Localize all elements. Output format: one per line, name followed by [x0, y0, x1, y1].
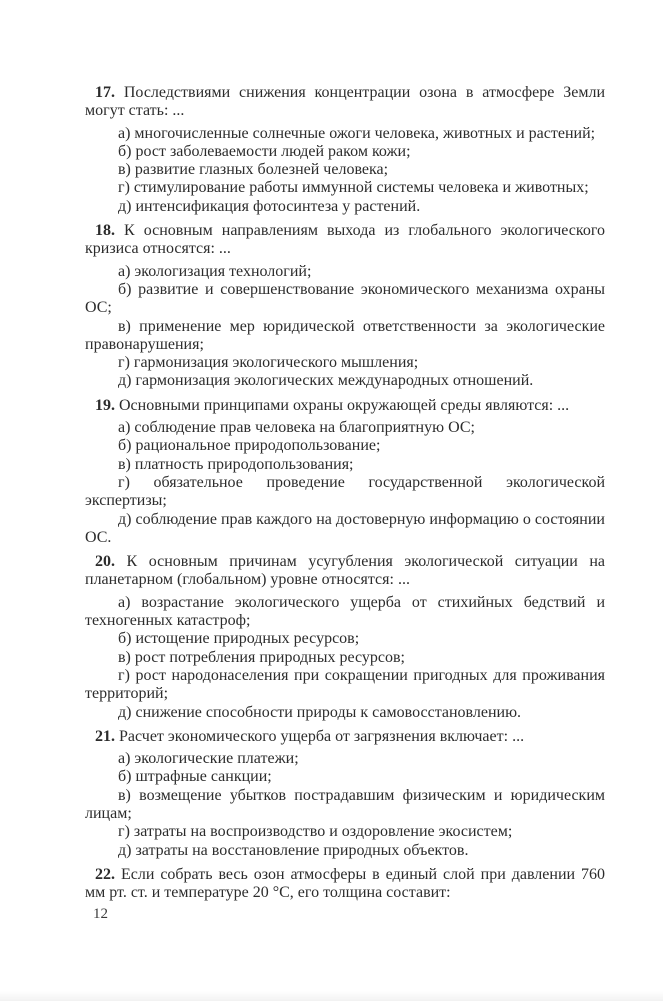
question-stem: К основным причинам усугубления экологической ситуации на планетарном (глобальном) уровне относятся: ...: [85, 553, 605, 589]
question-number: 17.: [95, 84, 115, 101]
question-number: 18.: [95, 222, 115, 240]
question-block-18: [85, 222, 605, 391]
question-stem-paragraph: [85, 222, 605, 259]
answer-option: а) экологизация технологий;: [118, 262, 312, 280]
answer-option: а) соблюдение прав человека на благоприятную ОС;: [118, 419, 475, 437]
answer-option: в) платность природопользования;: [118, 455, 354, 473]
question-block-20: [85, 553, 605, 722]
question-number: 20.: [95, 553, 115, 571]
answer-option: г) рост народонаселения при сокращении пригодных для проживания территорий;: [85, 666, 605, 703]
page-number: 12: [93, 906, 108, 922]
answer-option: г) обязательное проведение государственной экологической экспертизы;: [85, 473, 605, 510]
answer-option: в) возмещение убытков пострадавшим физическим и юридическим лицам;: [85, 786, 605, 822]
answer-option: в) развитие глазных болезней человека;: [118, 161, 389, 179]
question-stem: Последствиями снижения концентрации озона в атмосфере Земли могут стать: ...: [85, 84, 606, 120]
answer-option: д) затраты на восстановление природных объектов.: [118, 841, 469, 859]
options-list: [85, 125, 605, 216]
options-list: [85, 750, 605, 860]
question-block-17: [85, 84, 605, 216]
question-number: 22.: [95, 865, 115, 883]
question-block-19: [85, 397, 605, 547]
answer-option: а) экологические платежи;: [118, 750, 299, 768]
question-number: 21.: [95, 727, 115, 745]
question-stem-paragraph: [85, 84, 605, 121]
answer-option: д) снижение способности природы к самовосстановлению.: [118, 703, 522, 721]
answer-option: в) применение мер юридической ответственности за экологические правонарушения;: [85, 317, 605, 353]
answer-option: в) рост потребления природных ресурсов;: [118, 648, 405, 666]
answer-option: б) истощение природных ресурсов;: [118, 630, 360, 648]
answer-option: б) рациональное природопользование;: [118, 437, 381, 455]
question-block-22: [85, 866, 605, 903]
answer-option: б) развитие и совершенствование экономического механизма охраны ОС;: [85, 280, 605, 317]
options-list: [85, 263, 605, 391]
options-list: [85, 419, 605, 547]
answer-option: г) гармонизация экологического мышления;: [118, 354, 419, 372]
answer-option: г) стимулирование работы иммунной системы человека и животных;: [118, 179, 589, 197]
question-stem-paragraph: [85, 728, 605, 746]
options-list: [85, 594, 605, 722]
answer-option: д) соблюдение прав каждого на достоверную информацию о состоянии ОС.: [85, 510, 605, 546]
page-content: [85, 84, 605, 902]
answer-option: г) затраты на воспроизводство и оздоровление экосистем;: [118, 823, 513, 841]
question-number: 19.: [95, 396, 115, 414]
question-stem: Расчет экономического ущерба от загрязнения включает: ...: [119, 727, 525, 745]
answer-option: а) возрастание экологического ущерба от стихийных бедствий и техногенных катастроф;: [85, 593, 605, 630]
question-stem: К основным направлениям выхода из глобального экологического кризиса относятся: ...: [85, 222, 606, 258]
answer-option: б) штрафные санкции;: [118, 768, 272, 786]
question-stem-paragraph: [85, 866, 605, 903]
question-stem-paragraph: [85, 397, 605, 415]
answer-option: б) рост заболеваемости людей раком кожи;: [118, 142, 411, 160]
answer-option: а) многочисленные солнечные ожоги человека, животных и растений;: [118, 124, 596, 142]
question-block-21: [85, 728, 605, 860]
answer-option: д) гармонизация экологических международных отношений.: [118, 372, 534, 390]
question-stem-paragraph: [85, 553, 605, 590]
question-stem: Основными принципами охраны окружающей среды являются: ...: [119, 396, 570, 414]
answer-option: д) интенсификация фотосинтеза у растений.: [118, 197, 421, 215]
question-stem: Если собрать весь озон атмосферы в единый слой при давлении 760 мм рт. ст. и температуре 20 °C, его толщина составит:: [85, 865, 606, 902]
